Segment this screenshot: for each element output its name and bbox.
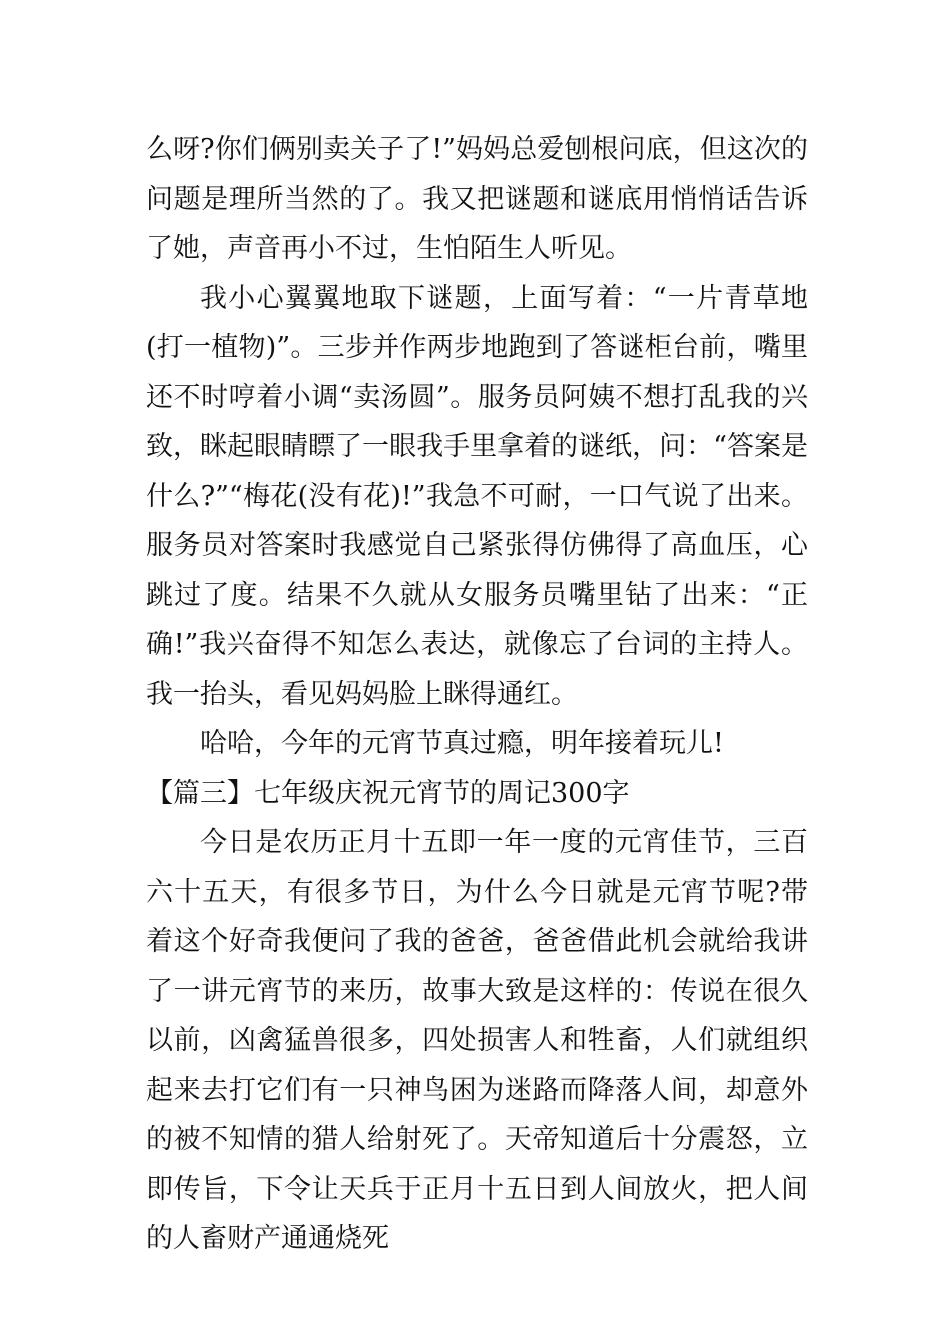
paragraph-section-three: 今日是农历正月十五即一年一度的元宵佳节，三百六十五天，有很多节日，为什么今日就是元宵节呢?带着这个好奇我便问了我的爸爸，爸爸借此机会就给我讲了一讲元宵节的来历，故事大致是这样的：传说在很久以前，凶禽猛兽很多，四处损害人和牲畜，人们就组织起来去打它们有一只神鸟困为迷路而降落人间，却意外的被不知情的猎人给射死了。天帝知道后十分震怒，立即传旨，下令让天兵于正月十五日到人间放火，把人间的人畜财产通通烧死 [146,827,808,1254]
section-heading: 【篇三】七年级庆祝元宵节的周记300字 [146,777,630,809]
paragraph-conclusion: 哈哈，今年的元宵节真过瘾，明年接着玩儿! [200,728,724,759]
paragraph-continued: 么呀?你们俩别卖关子了!”妈妈总爱刨根问底，但这次的问题是理所当然的了。我又把谜题和谜底用悄悄话告诉了她，声音再小不过，生怕陌生人听见。 [146,134,808,264]
document-body [146,125,808,1264]
paragraph-riddle: 我小心翼翼地取下谜题，上面写着：“一片青草地(打一植物)”。三步并作两步地跑到了答谜柜台前，嘴里还不时哼着小调“卖汤圆”。服务员阿姨不想打乱我的兴致，眯起眼睛瞟了一眼我手里拿着的谜纸，问：“答案是什么?”“梅花(没有花)!”我急不可耐，一口气说了出来。服务员对答案时我感觉自己紧张得仿佛得了高血压，心跳过了度。结果不久就从女服务员嘴里钻了出来：“正确!”我兴奋得不知怎么表达，就像忘了台词的主持人。我一抬头，看见妈妈脸上眯得通红。 [146,282,808,710]
